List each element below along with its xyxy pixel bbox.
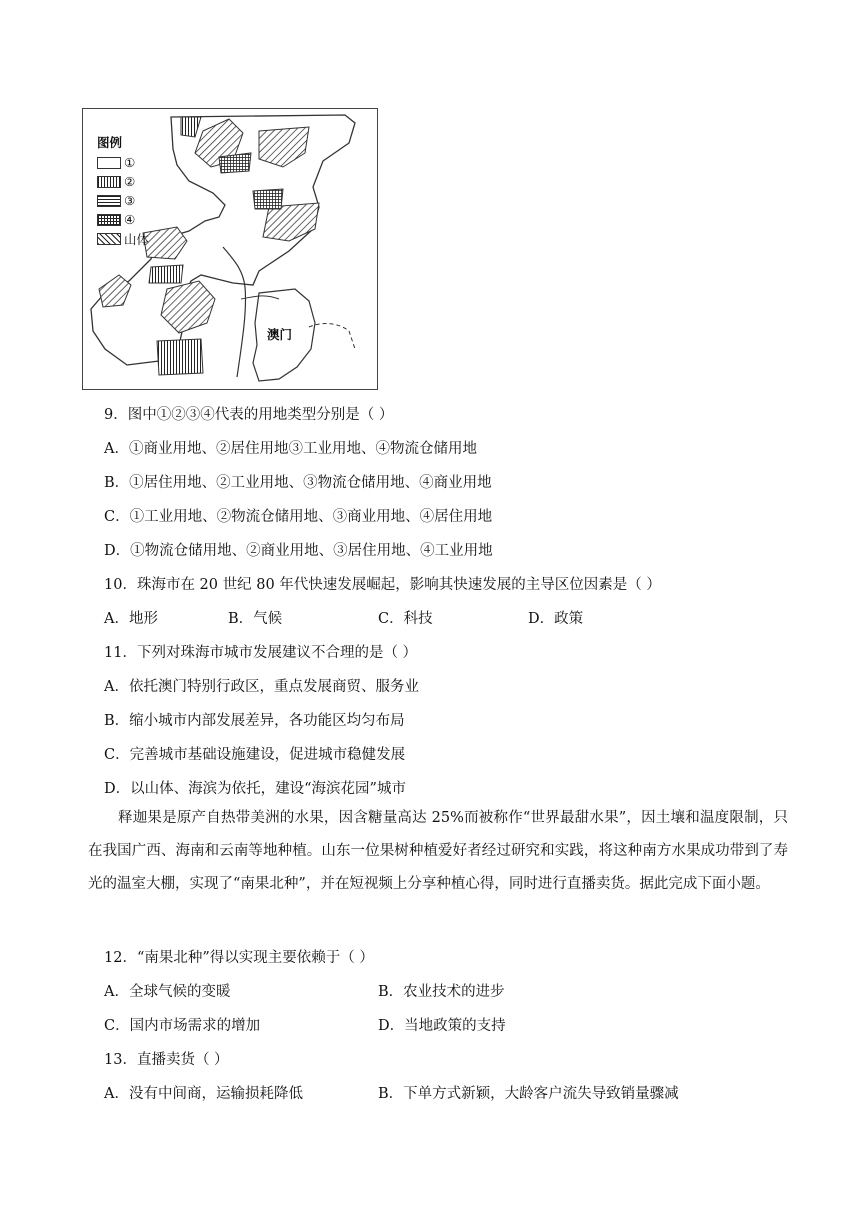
legend-label: 山体 [124, 231, 150, 247]
legend-item-4 [97, 210, 149, 229]
question-12-option-b[interactable]: B．农业技术的进步 [378, 984, 505, 1000]
legend-label: ③ [124, 193, 136, 208]
land-use-map [82, 108, 378, 390]
question-11-option-c[interactable]: C．完善城市基础设施建设，促进城市稳健发展 [104, 747, 406, 763]
zone-3 [219, 153, 251, 173]
question-12-option-d[interactable]: D．当地政策的支持 [378, 1018, 506, 1034]
legend-title: 图例 [97, 135, 123, 150]
zone-2 [149, 265, 183, 283]
legend-label: ② [124, 174, 136, 189]
question-11-option-b[interactable]: B．缩小城市内部发展差异，各功能区均匀布局 [104, 713, 405, 729]
legend-swatch [97, 176, 121, 188]
boundary-dashed [309, 324, 355, 349]
question-9-option-a[interactable]: A．①商业用地、②居住用地③工业用地、④物流仓储用地 [104, 441, 477, 457]
question-9-option-b[interactable]: B．①居住用地、②工业用地、③物流仓储用地、④商业用地 [104, 475, 492, 491]
question-12-stem: 12．“南果北种”得以实现主要依赖于（ ） [104, 950, 374, 966]
question-10-option-c[interactable]: C．科技 [378, 611, 433, 627]
zone-4 [253, 189, 283, 209]
question-9-stem: 9．图中①②③④代表的用地类型分别是（ ） [104, 407, 394, 423]
question-12-option-a[interactable]: A．全球气候的变暖 [104, 984, 231, 1000]
question-10-option-d[interactable]: D．政策 [528, 611, 584, 627]
legend-item-1 [97, 153, 149, 172]
macau-label: 澳门 [267, 327, 293, 342]
question-13-option-a[interactable]: A．没有中间商，运输损耗降低 [104, 1086, 303, 1102]
question-9-option-c[interactable]: C．①工业用地、②物流仓储用地、③商业用地、④居住用地 [104, 509, 493, 525]
legend-swatch [97, 157, 121, 169]
question-11-option-d[interactable]: D．以山体、海滨为依托，建设“海滨花园”城市 [104, 781, 406, 797]
map-legend [97, 133, 149, 248]
question-10-option-b[interactable]: B．气候 [228, 611, 283, 627]
legend-swatch [97, 195, 121, 207]
legend-label: ④ [124, 212, 136, 227]
legend-swatch [97, 214, 121, 226]
question-13-stem: 13．直播卖货（ ） [104, 1052, 229, 1068]
zone-2 [157, 339, 203, 375]
legend-label: ① [124, 155, 136, 170]
question-12-option-c[interactable]: C．国内市场需求的增加 [104, 1018, 261, 1034]
legend-item-2 [97, 172, 149, 191]
question-10-option-a[interactable]: A．地形 [104, 611, 158, 627]
question-10-stem: 10．珠海市在 20 世纪 80 年代快速发展崛起，影响其快速发展的主导区位因素是（ ） [104, 577, 661, 593]
legend-swatch [97, 233, 121, 245]
legend-item-mountain [97, 229, 149, 248]
legend-item-3 [97, 191, 149, 210]
question-11-option-a[interactable]: A．依托澳门特别行政区，重点发展商贸、服务业 [104, 679, 419, 695]
question-13-option-b[interactable]: B．下单方式新颖，大龄客户流失导致销量骤减 [378, 1086, 679, 1102]
question-11-stem: 11．下列对珠海市城市发展建议不合理的是（ ） [104, 645, 418, 661]
reading-passage: 释迦果是原产自热带美洲的水果，因含糖量高达 25%而被称作“世界最甜水果”，因土壤和温度限制，只在我国广西、海南和云南等地种植。山东一位果树种植爱好者经过研究和实践，将这种南方水果成功带到了寿光的温室大棚，实现了“南果北种”，并在短视频上分享种植心得，同时进行直播卖货。据此完成下面小题。 [88, 810, 788, 892]
question-9-option-d[interactable]: D．①物流仓储用地、②商业用地、③居住用地、④工业用地 [104, 543, 493, 559]
